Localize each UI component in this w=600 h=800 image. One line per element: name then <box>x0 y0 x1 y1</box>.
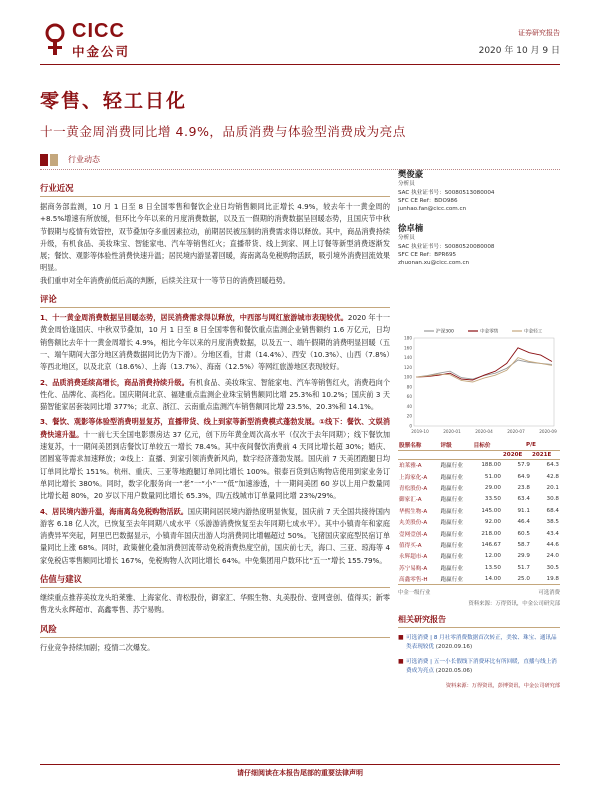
table-row <box>398 539 560 550</box>
table-cell: 29.9 <box>517 553 530 560</box>
table-cell: 44.6 <box>546 541 559 548</box>
table-cell: 43.4 <box>546 530 559 537</box>
section-heading-overview: 行业近况 <box>40 182 390 197</box>
table-cell: 57.9 <box>517 462 530 469</box>
table-cell: 24.0 <box>546 553 559 560</box>
tag-row <box>40 152 560 170</box>
related-report-title[interactable]: 可选消费 | 8 月社零消费数据首次转正，美妆、珠宝、通讯品类表现较优 <box>406 635 557 650</box>
comment-point-2-head: 2、品质消费延续高增长，商品消费持续升级。 <box>40 377 189 387</box>
table-row <box>398 562 560 573</box>
table-cell: 30.8 <box>546 496 559 503</box>
comment-point-3-head: 3、餐饮、观影等体验型消费明显复苏，直播带货、线上到家等新型消费模式蓬勃发展。①线下：餐饮、文娱消费快速升温。 <box>40 417 390 439</box>
analyst-card-2 <box>398 224 560 267</box>
section-heading-comment: 评论 <box>40 293 390 308</box>
analyst-name: 徐卓楠 <box>398 223 424 233</box>
table-note-2: 可选消费 <box>538 590 560 597</box>
section-heading-valuation: 估值与建议 <box>40 573 390 588</box>
analyst-sfc: SFC CE Ref：BPR695 <box>398 251 457 258</box>
table-cell: 永辉超市-A <box>399 554 428 561</box>
footer-divider <box>40 764 560 765</box>
table-cell: 188.00 <box>481 462 501 469</box>
related-heading: 相关研究报告 <box>398 614 560 628</box>
table-row <box>398 505 560 516</box>
legend-label: 沪深300 <box>436 329 454 335</box>
related-report-date: (2020.09.16) <box>435 643 473 650</box>
table-subheader-cell: 2020E <box>502 451 531 460</box>
report-date: 2020 年 10 月 9 日 <box>478 46 560 56</box>
bullet-icon: ■ <box>398 634 404 641</box>
table-row <box>398 516 560 527</box>
related-report-link[interactable] <box>398 634 560 651</box>
table-cell: 29.00 <box>484 484 501 491</box>
table-row <box>398 460 560 471</box>
table-subheader-row <box>398 451 560 460</box>
table-cell: 33.50 <box>484 496 501 503</box>
page-subtitle: 十一黄金周消费同比增 4.9%，品质消费与体验型消费成为亮点 <box>40 124 406 139</box>
table-cell: 68.4 <box>546 507 559 514</box>
header-divider <box>40 64 560 65</box>
table-cell: 13.50 <box>484 564 501 571</box>
table-cell: 跑赢行业 <box>440 497 463 504</box>
main-column <box>40 182 390 654</box>
table-cell: 跑赢行业 <box>440 463 463 470</box>
table-cell: 上海家化-A <box>399 474 428 481</box>
table-row <box>398 528 560 539</box>
related-report-link[interactable] <box>398 658 560 675</box>
series-line-0 <box>416 360 552 379</box>
table-row <box>398 551 560 562</box>
x-tick-label: 2020-01 <box>443 429 461 434</box>
y-tick-label: 100 <box>404 374 412 380</box>
table-row <box>398 471 560 482</box>
analyst-role: 分析员 <box>398 235 415 242</box>
y-tick-label: 20 <box>406 413 412 419</box>
x-tick-label: 2020-07 <box>507 429 525 434</box>
legend-label: 中金轻工 <box>524 329 543 335</box>
table-cell: 51.7 <box>517 564 530 571</box>
analyst-sac: SAC 执业证书号：S0080520080008 <box>398 243 495 250</box>
table-cell: 跑赢行业 <box>440 565 463 572</box>
report-tag: 行业动态 <box>68 155 100 164</box>
table-cell: 珀莱雅-A <box>399 463 422 470</box>
comment-point-1 <box>40 312 390 373</box>
table-cell: 丸美股份-A <box>399 520 428 527</box>
related-reports <box>398 614 560 689</box>
overview-paragraph-1: 据商务部监测，10 月 1 日至 8 日全国零售和餐饮企业日均销售额同比正增长 4.9%，较去年十一黄金周的+8.5%增速有所放缓，但环比今年以来的月度消费数据，以及五一假期的消费数据呈回暖态势，且国庆节中秋节假期与疫情有效管控，双节叠加夺多重因素拉动，前期居民被压制的消费需求得以释放。其中，商品消费持续升级，有机食品、美妆珠宝、智能家电、汽车等销售红火；直播带货、线上到家、网上订餐等新型消费逐渐发展；餐饮、观影等体验性消费快速升温；居民境内游显著回暖，海南离岛免税购物活跃，吸引境外消费回流效果明显。 <box>40 202 390 273</box>
y-tick-label: 40 <box>406 403 412 409</box>
y-tick-label: 80 <box>406 384 412 390</box>
table-cell: 63.4 <box>517 496 530 503</box>
table-cell: 46.4 <box>517 519 530 526</box>
comment-point-1-body: 2020 年十一黄金周恰逢国庆、中秋双节叠加，10 月 1 日至 8 日全国零售和餐饮重点监测企业销售额约 1.6 万亿元，日均销售额比去年十一黄金周增长 4.9%，相比今年以来的月度消费数据，以及五一、端午假期的消费明显回暖（五一、端午期间大部分地区消费数据同比仍为下滑）。分地区看，甘肃（14.4%）、西安（10.3%）、山西（7.8%）等西北地区，以及北京（18.6%）、上海（13.7%）、海南（12.5%）等网红旅游地区表现较好。 <box>40 313 390 372</box>
table-note: 中金一级行业 <box>398 590 431 597</box>
analyst-email[interactable]: junhao.fan@cicc.com.cn <box>398 206 467 213</box>
table-header-row <box>398 440 560 451</box>
overview-paragraph-2: 我们重申对全年消费前低后高的判断，后续关注双十一等节日的消费回暖趋势。 <box>40 275 290 285</box>
series-line-1 <box>416 348 552 380</box>
table-cell: 跑赢行业 <box>440 542 463 549</box>
comment-point-2-body: 有机食品、美妆珠宝、智能家电、汽车等销售红火，消费趋向个性化、品牌化、高档化。国庆期间北京、福建重点监测企业珠宝销售额同比增 25.3%和 10.2%；国庆前 3 天猫智能家居套装同比增 377%；北京、浙江、云南重点监测汽车销售额同比增 23.5%、20.3%和 14.1%。 <box>40 377 390 412</box>
table-cell: 高鑫零售-H <box>398 573 440 584</box>
performance-chart <box>398 322 560 440</box>
related-report-title[interactable]: 可选消费 | 五一小长假线下消费环比有所回暖，直播与线上消费成为亮点 <box>406 659 557 674</box>
table-row <box>398 482 560 493</box>
table-cell: 14.00 <box>473 573 502 584</box>
table-cell: 值得买-A <box>399 542 422 549</box>
table-cell: 218.00 <box>481 530 501 537</box>
analyst-sac: SAC 执业证书号：S0080513080004 <box>398 189 495 196</box>
analyst-sfc: SFC CE Ref：BDO986 <box>398 197 458 204</box>
table-cell: 92.00 <box>484 519 501 526</box>
table-cell: 壹网壹创-A <box>399 531 428 538</box>
legend-label: 中金零售 <box>480 329 499 335</box>
table-cell: 42.8 <box>546 473 559 480</box>
table-header-cell: 评级 <box>440 440 473 451</box>
table-cell: 跑赢行业 <box>440 485 463 492</box>
comment-point-2 <box>40 377 390 414</box>
table-header-cell: 股票名称 <box>398 440 440 451</box>
table-cell: 30.5 <box>546 564 559 571</box>
y-tick-label: 140 <box>404 355 412 361</box>
table-cell: 御家汇-A <box>399 497 422 504</box>
table-row <box>398 573 560 584</box>
comment-point-3 <box>40 416 390 502</box>
y-tick-label: 60 <box>406 394 412 400</box>
table-cell: 64.9 <box>517 473 530 480</box>
y-tick-label: 0 <box>409 423 412 429</box>
table-cell: 跑赢行业 <box>440 554 463 561</box>
y-tick-label: 120 <box>404 364 412 370</box>
logo-cn: 中金公司 <box>72 44 131 59</box>
table-cell: 60.5 <box>517 530 530 537</box>
comment-point-3-body: 十一前七天全国电影票房达 37 亿元，创下历年黄金周次高水平（仅次于去年同期）；线下餐饮加速复苏，十一期间美团到店餐饮订单较五一增长 78.4%。其中夜间餐饮消费前 4 天同比增长超 30%；婚庆、团圆宴等需求加速释放；②线上：直播、到家引领消费新风尚，数字经济蓬勃发展。国庆前 7 天美团跑腿日均订单同比增长 151%。杭州、重庆、三亚等地跑腿订单同比增长 100%。银泰百货到店购物店使用到家业务订单同比增长 380%。同时，数字化服务向一“老”一“小”一“低”加速渗透，十一期间美团 60 岁以上用户数量同比增长超 80%，20 岁以下用户数量同比增长 65.3%，四/五线城市订单量同比增 23%/29%。 <box>40 429 390 501</box>
table-subheader-cell: 2021E <box>531 451 560 460</box>
table-cell: 跑赢行业 <box>440 508 463 515</box>
comment-point-4-head: 4、居民境内游升温，海南离岛免税购物活跃。 <box>40 506 188 516</box>
table-header-cell: P/E <box>502 440 560 451</box>
table-cell: 64.3 <box>546 462 559 469</box>
y-tick-label: 160 <box>404 345 412 351</box>
performance-chart-svg <box>398 322 560 440</box>
x-tick-label: 2020-04 <box>475 429 493 434</box>
table-cell: 跑赢行业 <box>440 520 463 527</box>
risk-paragraph: 行业竞争持续加剧；疫情二次爆发。 <box>40 642 155 652</box>
table-cell: 华熙生物-A <box>399 508 428 515</box>
table-cell: 51.00 <box>484 473 501 480</box>
table-cell: 跑赢行业 <box>440 531 463 538</box>
stock-table <box>398 440 560 585</box>
cicc-logo-icon <box>42 22 68 56</box>
stock-table-box <box>398 440 560 607</box>
section-heading-risk: 风险 <box>40 623 390 638</box>
y-tick-label: 180 <box>404 335 412 341</box>
analyst-email[interactable]: zhuonan.xu@cicc.com.cn <box>398 260 470 267</box>
logo-en: CICC <box>72 20 125 42</box>
chart-frame <box>414 338 554 426</box>
table-cell: 19.8 <box>531 573 560 584</box>
related-report-date: (2020.05.06) <box>435 667 473 674</box>
analyst-card-1 <box>398 170 560 213</box>
table-cell: 146.67 <box>481 541 501 548</box>
table-cell: 跑赢行业 <box>440 573 473 584</box>
table-cell: 青松股份-A <box>399 485 428 492</box>
tag-blocks-icon <box>40 154 60 166</box>
table-cell: 20.1 <box>546 484 559 491</box>
related-source: 资料来源：万得资讯，彭博资讯，中金公司研究部 <box>445 683 560 690</box>
comment-point-4-body: 国庆期间居民境内游热度明显恢复，国庆前 7 天全国共接待国内游客 6.18 亿人次，已恢复至去年同期八成水平（乐游游消费恢复至去年同期七成水平）。其中小镇青年和家庭消费异军突起，阿里巴巴数据显示，小镇青年国庆出游人均消费同比增幅超过 50%。飞猪国庆家庭型民宿订单量同比上涨 68%。同时，政策催化叠加消费回流带动免税消费热度空前，国庆前七天，海口、三亚、琼海等 4 家免税店零售额同比增长 167%，免税购物人次同比增长 64%。中免集团用户数环比“五一”增长 155.79%。 <box>40 506 390 565</box>
bullet-icon: ■ <box>398 658 404 666</box>
x-tick-label: 2019-10 <box>411 429 429 434</box>
table-cell: 91.1 <box>517 507 530 514</box>
table-cell: 23.8 <box>517 484 530 491</box>
table-cell: 58.7 <box>517 541 530 548</box>
table-cell: 25.0 <box>502 573 531 584</box>
comment-point-4 <box>40 506 390 567</box>
page-title: 零售、轻工日化 <box>40 90 188 112</box>
valuation-paragraph: 继续重点推荐美妆龙头珀莱雅、上海家化、青松股份，御家汇、华熙生物、丸美股份、壹网壹创、值得买；新零售龙头永辉超市、高鑫零售、苏宁易购。 <box>40 593 390 615</box>
series-line-2 <box>416 358 552 382</box>
header-meta <box>479 28 560 56</box>
table-row <box>398 494 560 505</box>
table-cell: 145.00 <box>481 507 501 514</box>
report-type: 证券研究报告 <box>518 29 560 37</box>
footer-disclaimer: 请仔细阅读在本报告尾部的重要法律声明 <box>237 769 363 777</box>
analyst-name: 樊俊豪 <box>398 169 424 179</box>
table-cell: 跑赢行业 <box>440 474 463 481</box>
table-source <box>398 588 560 596</box>
table-header-cell: 目标价 <box>473 440 502 451</box>
x-tick-label: 2020-09 <box>539 429 557 434</box>
analyst-role: 分析员 <box>398 181 415 188</box>
comment-point-1-head: 1、十一黄金周消费数据呈回暖态势，居民消费需求得以释放，中西部与网红旅游城市表现较优。 <box>40 313 348 323</box>
table-source-text: 资料来源：万得资讯，中金公司研究部 <box>468 601 560 608</box>
table-cell: 12.00 <box>484 553 501 560</box>
table-cell: 38.5 <box>546 519 559 526</box>
table-cell: 苏宁易购-A <box>399 565 428 572</box>
